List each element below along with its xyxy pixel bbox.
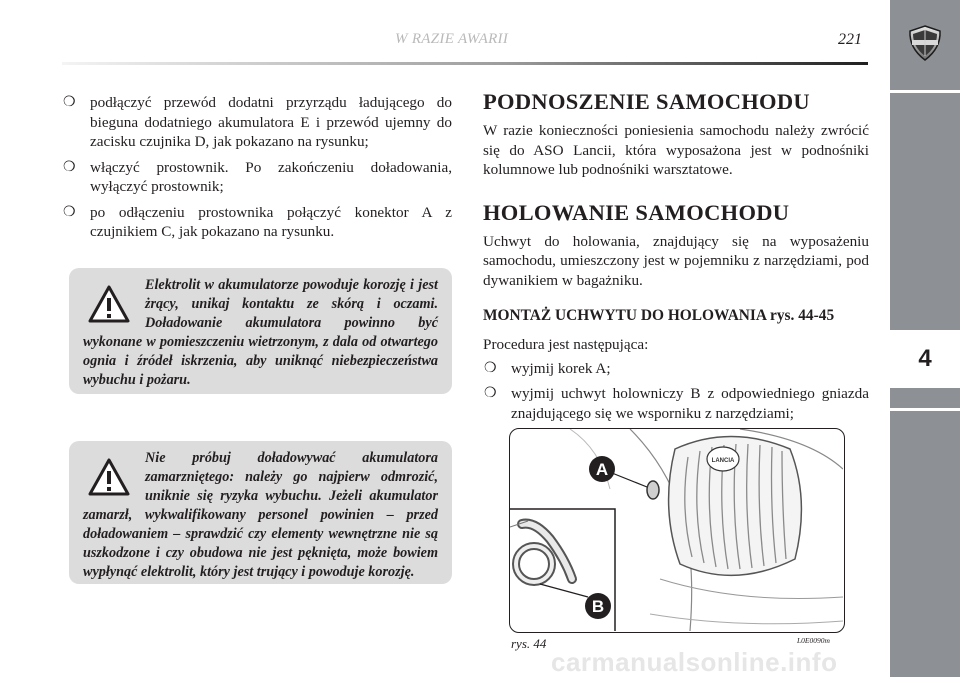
badge-text: LANCIA	[711, 458, 735, 464]
lancia-logo-icon	[906, 24, 944, 62]
list-item: ❍ wyjmij korek A;	[484, 359, 611, 377]
car-front-illustration	[510, 429, 843, 631]
figure-code: L0E0090m	[797, 636, 830, 645]
list-item: ❍ wyjmij uchwyt holowniczy B z odpowiedniego gniazda znajdującego się we wsporniku z narzędziami;	[484, 385, 869, 422]
lifting-text: W razie konieczności poniesienia samochodu należy zwrócić się do ASO Lancii, która wyposażona jest w podnośniki kolumnowe lub podnośniki warsztatowe.	[483, 122, 869, 178]
left-column	[62, 93, 452, 248]
subheading-mounting: MONTAŻ UCHWYTU DO HOLOWANIA rys. 44-45	[483, 307, 835, 324]
right-column	[483, 89, 869, 429]
sidebar-divider	[890, 408, 960, 411]
figure-towing-hook	[509, 428, 845, 633]
watermark: carmanualsonline.info	[551, 647, 838, 677]
list-item: ❍ włączyć prostownik. Po zakończeniu doładowania, wyłączyć prostownik;	[63, 158, 452, 195]
warning-triangle-icon	[87, 457, 131, 497]
section-heading-towing: HOLOWANIE SAMOCHODU	[483, 199, 790, 225]
bullet-icon: ❍	[484, 386, 497, 401]
bullet-icon: ❍	[63, 159, 76, 175]
charging-steps-list	[62, 93, 452, 242]
mounting-steps-list	[483, 359, 869, 424]
header-section-title: W RAZIE AWARII	[395, 31, 509, 47]
bullet-icon: ❍	[63, 204, 76, 220]
tow-eye-plug	[647, 481, 659, 499]
page-number: 221	[838, 31, 862, 48]
section-heading-lifting: PODNOSZENIE SAMOCHODU	[483, 89, 810, 114]
chapter-tab[interactable]: 4	[890, 330, 960, 388]
bullet-icon: ❍	[484, 360, 497, 376]
mounting-intro: Procedura jest następująca:	[483, 336, 649, 353]
warning-box-electrolyte	[69, 268, 452, 394]
svg-text:A: A	[595, 460, 609, 479]
chapter-sidebar	[890, 0, 960, 677]
list-item: ❍ po odłączeniu prostownika połączyć konektor A z czujnikiem C, jak pokazano na rysunku.	[63, 203, 452, 240]
bullet-icon: ❍	[63, 95, 76, 110]
warning-triangle-icon	[87, 284, 131, 324]
warning-text: Nie próbuj doładowywać akumulatora zamarzniętego: należy go najpierw odmrozić, uniknie się ryzyka wybuchu. Jeżeli akumulator zamarzł, wykwalifikowany personel powinien – przed doładowaniem – sprawdzić czy elementy wewnętrzne nie są uszkodzone i czy obudowa nie jest pęknięta, może bowiem wypłynąć elektrolit, który jest trujący i powoduje korozję.	[83, 450, 438, 580]
towing-text: Uchwyt do holowania, znajdujący się na wyposażeniu samochodu, umieszczony jest w pojemniku z narzędziami, pod dywanikiem w bagażniku.	[483, 232, 869, 289]
svg-text:B: B	[591, 597, 605, 616]
header-rule	[62, 62, 868, 65]
list-item: ❍ podłączyć przewód dodatni przyrządu ładującego do bieguna dodatniego akumulatora E i przewód ujemny do zacisku czujnika D, jak pokazano na rysunku;	[63, 94, 452, 150]
warning-box-frozen-battery	[69, 441, 452, 584]
warning-text: Elektrolit w akumulatorze powoduje korozję i jest żrący, unikaj kontaktu ze skórą i oczami. Doładowanie akumulatora powinno być wykonane w pomieszczeniu wietrzonym, z dala od otwartego ognia i źródeł iskrzenia, aby uniknąć niebezpieczeństwa wybuchu i pożaru.	[83, 277, 438, 388]
figure-caption: rys. 44	[511, 636, 547, 651]
sidebar-divider	[890, 90, 960, 93]
